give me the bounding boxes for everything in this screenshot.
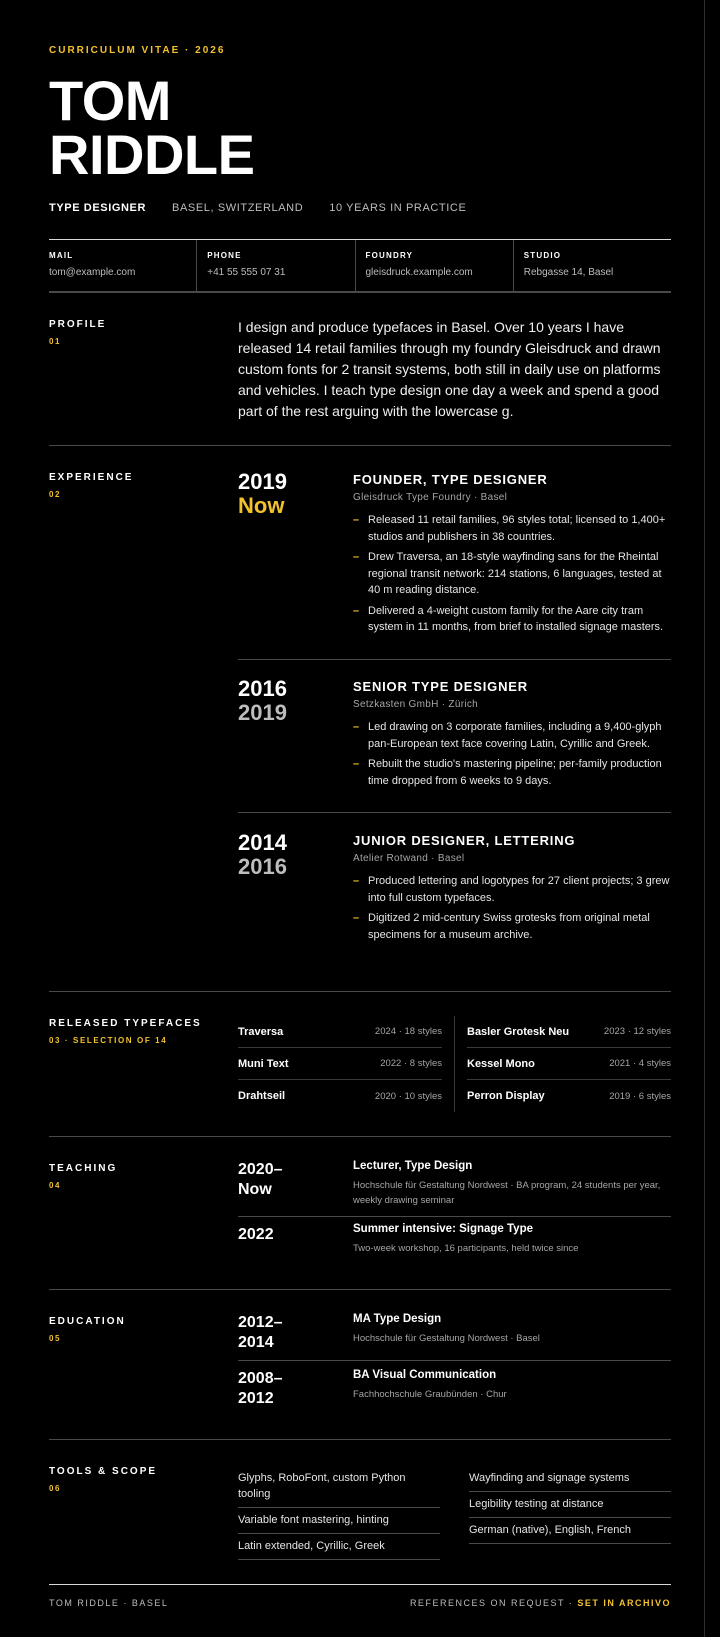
- typeface-row: [238, 1048, 442, 1080]
- section-number: 01: [49, 337, 62, 346]
- years-in-practice: 10 YEARS IN PRACTICE: [329, 202, 467, 214]
- section-number: 04: [49, 1181, 62, 1190]
- contact-value: +41 55 555 07 31: [207, 267, 286, 278]
- contact-label: MAIL: [49, 251, 74, 260]
- entry-subtext: Fachhochschule Graubünden · Chur: [353, 1389, 507, 1400]
- footer-typeface-note: SET IN ARCHIVO: [577, 1598, 671, 1608]
- job-start-year: 2016: [238, 676, 287, 701]
- contact-bar: [49, 239, 671, 292]
- job-divider: [238, 659, 671, 660]
- contact-mail[interactable]: [49, 240, 196, 291]
- profile-section: [49, 292, 671, 445]
- entry-heading: MA Type Design: [353, 1313, 442, 1325]
- job-bullet: – Released 11 retail families, 96 styles total; licensed to 1,400+ studios and publishers in 38 countries.: [353, 512, 671, 545]
- typeface-name: Kessel Mono: [467, 1057, 535, 1070]
- job-start-year: 2019: [238, 469, 287, 494]
- job-bullet: – Delivered a 4-weight custom family for the Aare city tram system in 11 months, from brief to installed signage masters.: [353, 603, 671, 636]
- entry-years: 2008– 2012: [238, 1370, 283, 1407]
- typeface-detail: 2019 · 6 styles: [609, 1090, 671, 1102]
- column-divider: [454, 1016, 455, 1112]
- job-start-year: 2014: [238, 830, 287, 855]
- entry-years: 2022: [238, 1226, 274, 1243]
- contact-foundry[interactable]: [355, 240, 513, 291]
- entry-subtext: Two-week workshop, 16 participants, held twice since: [353, 1243, 579, 1254]
- cv-kicker: CURRICULUM VITAE · 2026: [49, 45, 226, 56]
- typeface-row: [467, 1080, 671, 1112]
- typeface-detail: 2024 · 18 styles: [374, 1026, 442, 1037]
- job-bullet: – Produced lettering and logotypes for 27 client projects; 3 grew into full custom typefaces.: [353, 873, 671, 906]
- entry-divider: [238, 1360, 671, 1361]
- education-section: [49, 1289, 671, 1439]
- last-name: RIDDLE: [49, 123, 255, 186]
- section-title: TOOLS & SCOPE: [49, 1466, 158, 1477]
- typefaces-list-right: [467, 1016, 671, 1112]
- tool-item: Variable font mastering, hinting: [238, 1508, 440, 1534]
- job-divider: [238, 812, 671, 813]
- teaching-section: [49, 1136, 671, 1289]
- contact-label: FOUNDRY: [365, 251, 414, 260]
- typeface-row: [238, 1080, 442, 1112]
- section-number: 02: [49, 490, 62, 499]
- job-title: JUNIOR DESIGNER, LETTERING: [353, 833, 576, 848]
- tool-item: German (native), English, French: [469, 1518, 671, 1544]
- job-bullets: [353, 512, 671, 640]
- typeface-detail: 2022 · 8 styles: [380, 1058, 442, 1069]
- footer-name: TOM RIDDLE · BASEL: [49, 1598, 169, 1608]
- section-title: TEACHING: [49, 1163, 118, 1174]
- typeface-detail: 2021 · 4 styles: [609, 1058, 671, 1069]
- typeface-name: Drahtseil: [238, 1090, 286, 1102]
- person-name: [49, 69, 255, 186]
- tools-list-left: [238, 1466, 440, 1560]
- contact-studio: [513, 240, 671, 291]
- first-name: TOM: [49, 69, 171, 132]
- footer-references: REFERENCES ON REQUEST ·: [409, 1598, 574, 1608]
- entry-subtext: Hochschule für Gestaltung Nordwest · Basel: [353, 1333, 540, 1344]
- tool-item: Legibility testing at distance: [469, 1492, 671, 1518]
- profile-text: I design and produce typefaces in Basel. Over 10 years I have released 14 retail families through my foundry Gleisdruck and drawn custom fonts for 2 transit systems, both still in daily use on platforms and vehicles. I teach type design one day a week and spend a good part of the rest arguing with the lowercase g.: [238, 319, 661, 419]
- job-end-year: 2016: [238, 854, 287, 879]
- job-bullet: – Led drawing on 3 corporate families, including a 9,400-glyph pan-European text face covering Latin, Cyrillic and Greek.: [353, 719, 671, 752]
- typeface-detail: 2023 · 12 styles: [603, 1026, 671, 1037]
- typeface-name: Basler Grotesk Neu: [467, 1025, 570, 1038]
- typeface-detail: 2020 · 10 styles: [374, 1090, 442, 1102]
- contact-value: tom@example.com: [49, 267, 136, 278]
- role: TYPE DESIGNER: [49, 202, 147, 214]
- location: BASEL, SWITZERLAND: [172, 202, 304, 214]
- tool-item: Latin extended, Cyrillic, Greek: [238, 1534, 440, 1560]
- entry-years: 2020– Now: [238, 1161, 283, 1198]
- job-title: SENIOR TYPE DESIGNER: [353, 679, 528, 694]
- job-bullet: – Drew Traversa, an 18-style wayfinding sans for the Rheintal regional transit network: 214 stations, 6 languages, tested at 40 m reading distance.: [353, 549, 671, 599]
- contact-label: STUDIO: [523, 251, 562, 260]
- tool-item: Wayfinding and signage systems: [469, 1466, 671, 1492]
- typefaces-section: [49, 991, 671, 1136]
- footer: [49, 1584, 671, 1608]
- entry-heading: Summer intensive: Signage Type: [353, 1223, 534, 1235]
- job-bullet: – Rebuilt the studio's mastering pipeline; per-family production time dropped from 6 weeks to 9 days.: [353, 756, 671, 789]
- entry-years: 2012– 2014: [238, 1314, 283, 1351]
- typeface-row: [467, 1048, 671, 1080]
- job-org: Gleisdruck Type Foundry · Basel: [353, 492, 508, 503]
- job-org: Setzkasten GmbH · Zürich: [353, 699, 479, 710]
- header-meta: [49, 202, 466, 214]
- typefaces-list-left: [238, 1016, 442, 1112]
- section-title: EDUCATION: [49, 1316, 126, 1327]
- typeface-name: Perron Display: [467, 1090, 545, 1102]
- job-org: Atelier Rotwand · Basel: [353, 853, 465, 864]
- entry-subtext: Hochschule für Gestaltung Nordwest · BA program, 24 students per year, weekly drawing seminar: [353, 1180, 661, 1206]
- contact-value: Rebgasse 14, Basel: [523, 267, 614, 278]
- section-title: PROFILE: [49, 319, 107, 330]
- section-number: 06: [49, 1484, 62, 1493]
- section-title: EXPERIENCE: [49, 472, 134, 483]
- section-title: RELEASED TYPEFACES: [49, 1018, 202, 1029]
- section-number: 05: [49, 1334, 62, 1343]
- job-title: FOUNDER, TYPE DESIGNER: [353, 472, 548, 487]
- tools-list-right: [469, 1466, 671, 1544]
- typeface-name: Muni Text: [238, 1057, 289, 1070]
- section-number: 03 · SELECTION OF 14: [49, 1036, 168, 1045]
- job-bullets: [353, 719, 671, 793]
- contact-label: PHONE: [207, 251, 242, 260]
- entry-divider: [238, 1216, 671, 1217]
- entry-heading: Lecturer, Type Design: [353, 1160, 473, 1172]
- footer-right: [410, 1598, 671, 1608]
- typeface-name: Traversa: [238, 1025, 284, 1038]
- contact-value: gleisdruck.example.com: [365, 267, 473, 278]
- typeface-row: [467, 1016, 671, 1048]
- job-bullets: [353, 873, 671, 947]
- job-end-year: Now: [238, 493, 285, 518]
- contact-phone[interactable]: [196, 240, 354, 291]
- job-bullet: – Digitized 2 mid-century Swiss grotesks from original metal specimens for a museum archive.: [353, 910, 671, 943]
- tools-section: [49, 1439, 671, 1584]
- job-end-year: 2019: [238, 700, 287, 725]
- entry-heading: BA Visual Communication: [353, 1369, 497, 1381]
- typeface-row: [238, 1016, 442, 1048]
- tool-item: Glyphs, RoboFont, custom Python tooling: [238, 1466, 440, 1508]
